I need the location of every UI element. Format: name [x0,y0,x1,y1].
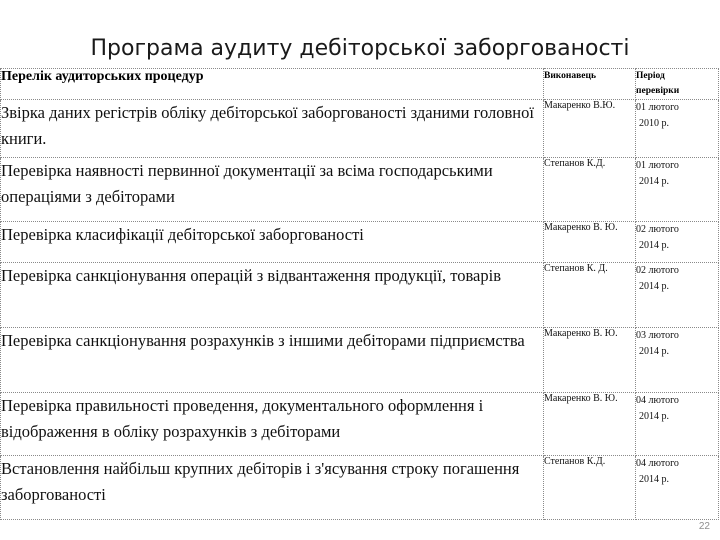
procedure-cell: Перевірка класифікації дебіторської заборгованості [1,222,544,263]
audit-program-table [0,68,719,520]
slide-title: Програма аудиту дебіторської заборгованості [90,36,630,61]
period-cell [636,456,719,520]
executor-cell: Степанов К.Д. [544,456,636,520]
executor-cell: Макаренко В. Ю. [544,222,636,263]
period-year: 2014 р. [639,176,669,187]
period-year: 2014 р. [639,346,669,357]
period-cell [636,100,719,158]
period-cell [636,158,719,222]
table-row [1,328,719,393]
period-year: 2014 р. [639,281,669,292]
executor-cell: Макаренко В. Ю. [544,328,636,393]
period-date: 03 лютого [636,330,679,341]
table-row [1,100,719,158]
table-row [1,222,719,263]
period-date: 04 лютого [636,395,679,406]
period-year: 2014 р. [639,240,669,251]
table-row [1,456,719,520]
procedure-cell: Перевірка правильності проведення, документального оформлення і відображення в обліку розрахунків з дебіторами [1,393,544,456]
period-date: 01 лютого [636,102,679,113]
procedure-cell: Перевірка санкціонування розрахунків з іншими дебіторами підприємства [1,328,544,393]
period-year: 2010 р. [639,118,669,129]
header-period-line1: Період [636,71,665,81]
procedure-cell: Перевірка наявності первинної документації за всіма господарськими операціями з дебіторами [1,158,544,222]
period-date: 02 лютого [636,224,679,235]
procedure-cell: Встановлення найбільш крупних дебіторів і з'ясування строку погашення заборгованості [1,456,544,520]
header-executor: Виконавець [544,69,636,100]
period-year: 2014 р. [639,474,669,485]
table-header-row [1,69,719,100]
executor-cell: Макаренко В.Ю. [544,100,636,158]
period-date: 04 лютого [636,458,679,469]
table-row [1,263,719,328]
executor-cell: Степанов К. Д. [544,263,636,328]
procedure-cell: Звірка даних регістрів обліку дебіторської заборгованості зданими головної книги. [1,100,544,158]
table-row [1,393,719,456]
period-cell [636,222,719,263]
header-procedures: Перелік аудиторських процедур [1,69,544,100]
period-cell [636,393,719,456]
period-cell [636,328,719,393]
procedure-cell: Перевірка санкціонування операцій з відвантаження продукції, товарів [1,263,544,328]
executor-cell: Макаренко В. Ю. [544,393,636,456]
header-period [636,69,719,100]
header-period-line2: перевірки [636,86,680,96]
executor-cell: Степанов К.Д. [544,158,636,222]
table-row [1,158,719,222]
period-date: 01 лютого [636,160,679,171]
period-cell [636,263,719,328]
page-number: 22 [698,521,710,532]
period-year: 2014 р. [639,411,669,422]
period-date: 02 лютого [636,265,679,276]
